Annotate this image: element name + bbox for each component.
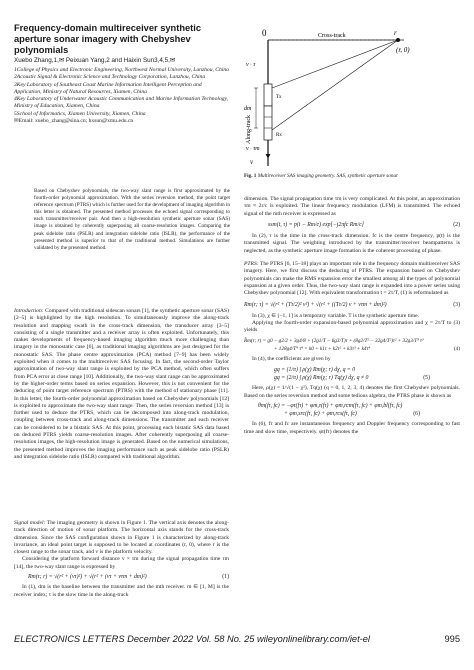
equation-5b: gq = (2/π) ∫ ρ(χ) Rm(χ; r) Tq(χ) dχ, q ≠ 0 (5) (274, 374, 430, 381)
affiliation-1: 1College of Physics and Electronic Engineering, Northwest Normal University, Lanzhou, China (14, 67, 229, 73)
paragraph-eq3-explanation: In (3), χ ∈ [−1, 1] is a temporary variable. T is the synthetic aperture time. (252, 312, 420, 319)
equation-5a: gq = (1/π) ∫ ρ(χ) Rm(χ; r) dχ, q = 0 (274, 366, 356, 373)
slant-range-tx (272, 40, 398, 88)
paragraph-eq2-explanation: In (2), τ is the time in the cross-track dimension. fc is the centre frequency, p(t) is the transmitted signal. The weighting introduced by the transmitter/receiver beampatterns is neglected, as the synthetic aperture image formation is the coherent processing of phase. (244, 233, 460, 254)
introduction-paragraph (14, 308, 229, 461)
affiliation-4: 4Key Laboratory of Underwater Acoustic Communication and Marine Information Technology, Ministry of Education, Xiamen, China (14, 96, 229, 110)
affiliation-2: 2Acoustic Signal & Electronic Science and Technology Corporation, Lanzhou, China (14, 74, 206, 81)
origin-label: 0 (262, 28, 267, 38)
author-list: Xuebo Zhang,1,✉ Peixuan Yang,2 and Haixin Sun3,4,5,✉ (14, 57, 176, 64)
equation-4b: + 128g4/T⁴ τ⁴ = k0 + k1τ + k2τ² + k3τ³ + k4τ⁴ (4) (274, 346, 460, 353)
equation-6b: + φm,src(fτ, fc) + φm,rcs(fτ, fc) (6) (284, 411, 420, 418)
slant-range-rx (272, 40, 398, 130)
signal-model-paragraph (14, 520, 229, 599)
paragraph-coefficients: In (4), the coefficients are given by (252, 356, 331, 363)
affiliation-5: 5School of Informatics, Xiamen University, Xiamen, China (14, 110, 146, 117)
page-footer (14, 634, 460, 644)
transmitter-element (264, 84, 272, 106)
introduction-heading: Introduction: (14, 308, 44, 314)
contact-email: ✉Email: xuebo_zhang@sina.cn; hxsun@xmu.edu.cn (14, 118, 134, 125)
signal-model-heading: Signal model: (14, 520, 46, 526)
caption-label: Fig. 1 (244, 173, 257, 179)
equation-3: Rm(r; τ) = √(r² + (Tτ/2)² v²) + √(r² + ((Tτ/2) v + vτm + dm)²) (3) (244, 301, 460, 308)
v-tau-label: v · τ (246, 62, 256, 68)
signal-model-text: The imaging geometry is shown in Figure 1. The vertical axis denotes the along-track direction of motion of sonar platform. The horizontal axis stands for the cross-track dimension. Since the SAS configuration shown in Figure 1 is characterized by along-track invariance, an ideal point target is supposed to be located at coordinates (r, 0), where r is the closest range to the sonar track, and v is the platform velocity. (14, 520, 229, 556)
rx-label: Rx (276, 133, 282, 138)
signal-model-text-2: Considering the platform forward distance v × τm during the signal propagation time τm [14], the two-way slant range is expressed by (14, 556, 229, 570)
ptrs-paragraph: PTRS: The PTRS [6, 15–18] plays an important role in the frequency domain multireceiver SAS imagery. Here, we first discuss the deducing of PTRS. The expansion based on Chebyshev polynomials can make the RMS expansion error the smallest among all the types of polynomial expansion at a given order. Thus, the two-way slant range is expanded into a power series using Chebyshev polynomial [12]. With equivalent transformation t = 2τ/T, (1) is reformulated as (244, 261, 460, 297)
tx-label: Tx (276, 95, 282, 100)
target-label: (r, 0) (396, 46, 410, 54)
r-label: r (394, 29, 397, 37)
v-label: v (250, 158, 254, 166)
affiliation-3: 3Key Laboratory of Southeast Coast Marine Information Intelligent Perception and Application, Ministry of Natural Resources, Xiamen, China (14, 81, 202, 95)
cross-track-label: Cross-track (318, 33, 346, 39)
affiliations (14, 67, 229, 125)
ptrs-heading: PTRS: (244, 261, 259, 268)
paragraph-chebyshev: Here, ρ(χ) = 1/√(1 − χ²), Tq(χ) (q = 0, 1, 2, 3, 4) denotes the first Chebyshev polynomials. Based on the series reversion method and some tedious algebra, the PTRS phase is shown as (244, 385, 460, 399)
paper-title: Frequency-domain multireceiver synthetic aperture sonar imagery with Chebyshev polynomials (14, 23, 202, 55)
along-track-label: Along-track (246, 115, 252, 144)
equation-4a: R̂m(τ; r) = g0 − g2/2 + 3g4/8 + (2g1/T − 6g3/T)τ + (8g2/T² − 32g4/T²)τ² + 32g3/T³ τ³ (244, 337, 424, 344)
journal-info: ELECTRONICS LETTERS December 2022 Vol. 58 No. 25 wileyonlinelibrary.com/iet-el (14, 634, 371, 644)
right-column (244, 196, 460, 436)
v-tau-m-label: v · τm (246, 146, 260, 152)
figure-caption (244, 173, 460, 180)
paragraph-apply-expansion: Applying the fourth-order expansion-based polynomial approximation and χ = 2τ/T to (3) yields (244, 320, 460, 334)
paragraph-frequencies: In (6), fτ and fc are instantaneous frequency and Doppler frequency corresponding to fast time and slow time, respectively. φt(fτ) denotes the (244, 421, 460, 435)
signal-model-text-3: In (1), dm is the baseline between the transmitter and the mth receiver. m ∈ [1, M] is the receiver index; τ is the slow time in the along-track (14, 584, 229, 598)
paragraph-dimension: dimension. The signal propagation time τm is very complicated. At this point, an approximation τm ≈ 2r/c is exploited. The linear frequency modulation (LFM) is transmitted. The echoed signal of the mth receiver is expressed as (244, 196, 460, 217)
imaging-geometry-figure (244, 26, 460, 170)
introduction-text: Compared with traditional sidescan sonars [1], the synthetic aperture sonar (SAS) [2–5] is highlighted by the high resolution. To simultaneously improve the along-track resolution and mapping swath in the cross-track dimension, the transducer array [3–5] consisting of a single transmitter and a receiver array is often exploited. Unfortunately, this makes developments of frequency-based imaging algorithm much more challenging than imagery in the monostatic case [6], as traditional imaging algorithms are just designed for the monostatic SAS. The phase centre approximation (PCA) method [7–9] has been widely exploited when it comes to the multireceiver SAS focusing. In fact, the second-order Taylor approximation of two-way slant range is exploited by the PCA method, which often suffers from PCA error at close range [10]. Additionally, the two-way slant range can be approximated by the higher-order terms based on series expansion. However, this is not convenient for the deducing of point target reference spectrum (PTRS) with the method of stationary phase [11]. In this letter, the fourth-order polynomial approximation based on Chebyshev polynomials [12] is exploited to approximate the two-way slant range. Then, the series reversion method [13] is further used to deduce the PTRS, which can be decomposed into along-track modulation, coupling between cross-track and along-track dimensions. The transmitter and each receiver can be considered to be a bistatic SAS. At this point, processing each bistatic SAS data based on deduced PTRS yields coarse-resolution images. After coherently superposing all coarse-resolution images, the high-resolution image is generated. Based on the numerical simulations, the presented method improves the imaging performance such as peak sidelobe ratio (PSLR) and integration sidelobe ratio (ISLR) compared with traditional algorithm. (14, 308, 229, 460)
equation-2: ssm(t, τ) = p(t − Rm/c) exp[−j2πfc Rm/c] (2) (268, 221, 460, 228)
page-number: 995 (444, 634, 460, 644)
abstract: Based on Chebyshev polynomials, the two-way slant range is first approximated by the fourth-order polynomial approximation. With the series reversion method, the point target reference spectrum (PTRS) which is further used for the development of imaging algorithm in this letter is obtained. The presented method processes the echoed signal corresponding to each transmitter/receiver pair. And then a high-resolution synthetic aperture sonar (SAS) image is obtained by coherently superposing all coarse-resolution images. Comparing the peak sidelobe ratio (PSLR) and integration sidelobe ratio (ISLR), the performance of the presented method is superior to that of the traditional method. Simulations are further validated by the presented method. (34, 188, 230, 251)
dm-label: dm (244, 106, 252, 112)
receiver-array (264, 106, 272, 140)
caption-text: Multireceiver SAS imaging geometry. SAS, synthetic aperture sonar (256, 173, 399, 179)
equation-6a: θm(fτ, fc) = −φτ(fτ) + φm,τ(fτ) + φm,rcm(fτ, fc) + φm,bl(fτ, fc) (258, 402, 403, 409)
equation-1: Rm(τ; r) = √(r² + (vτ)²) + √(r² + (vτ + vτm + dm)²) (1) (28, 574, 229, 581)
